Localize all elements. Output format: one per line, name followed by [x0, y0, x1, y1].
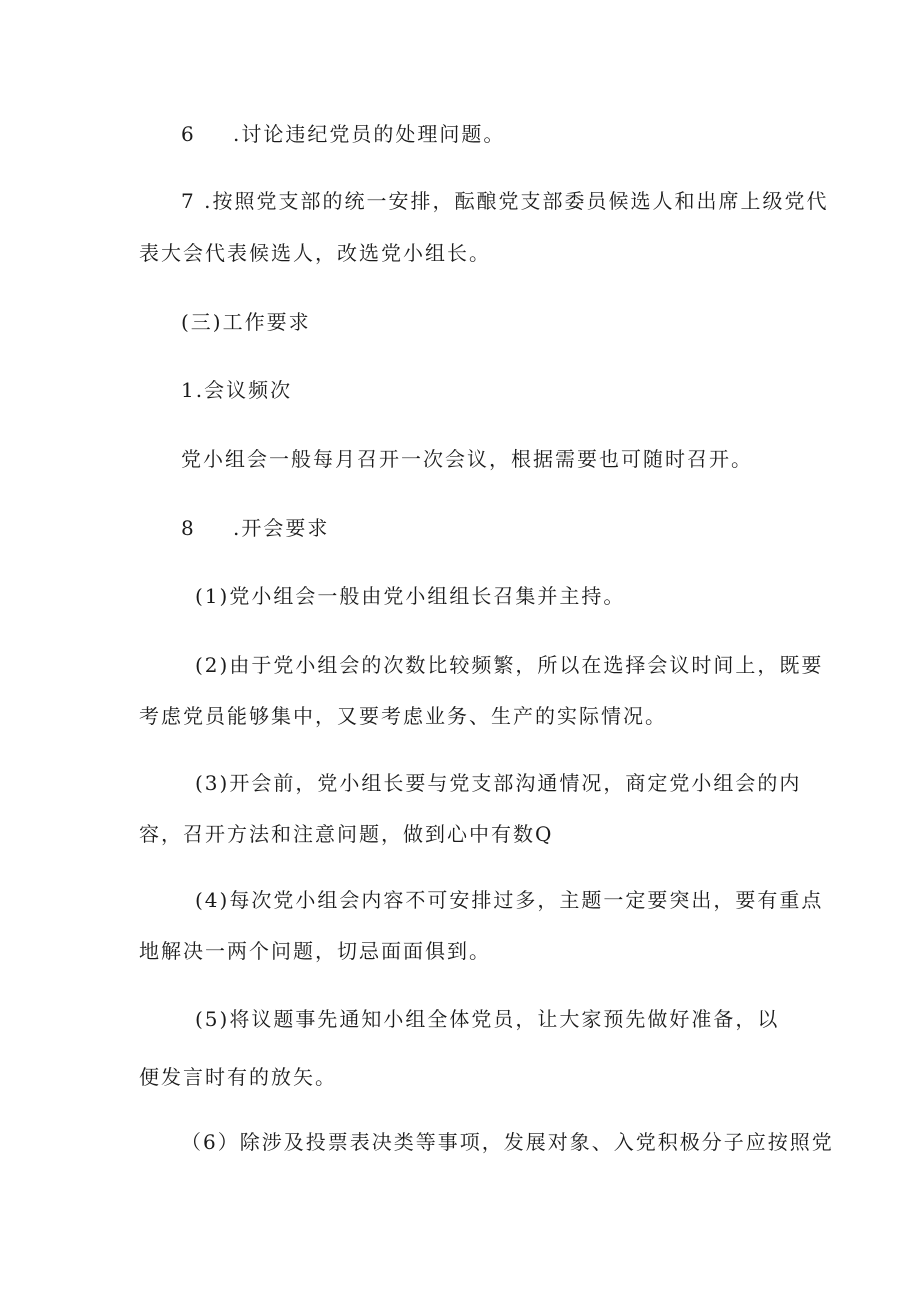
paragraph-requirement-1: (1)党小组会一般由党小组组长召集并主持。	[195, 584, 626, 608]
item-text: .讨论违纪党员的处理问题。	[233, 122, 506, 146]
paragraph-requirement-4-line-1: (4)每次党小组会内容不可安排过多，主题一定要突出，要有重点	[195, 888, 824, 912]
item-number: 6	[181, 122, 196, 146]
subheading-meeting-frequency: 1.会议频次	[181, 378, 293, 402]
paragraph-requirement-3-line-2: 容，召开方法和注意问题，做到心中有数Q	[139, 822, 554, 846]
paragraph-requirement-2-line-1: (2)由于党小组会的次数比较频繁，所以在选择会议时间上，既要	[195, 653, 824, 677]
paragraph-item-7-line-1: 7 .按照党支部的统一安排，酝酿党支部委员候选人和出席上级党代	[181, 189, 829, 213]
paragraph-requirement-6: （6）除涉及投票表决类等事项，发展对象、入党积极分子应按照党	[181, 1130, 834, 1154]
paragraph-item-8	[181, 515, 329, 541]
item-number: 8	[181, 516, 196, 540]
item-text: .开会要求	[233, 516, 330, 540]
paragraph-requirement-5-line-2: 便发言时有的放矢。	[139, 1065, 337, 1089]
paragraph-requirement-2-line-2: 考虑党员能够集中，又要考虑业务、生产的实际情况。	[139, 704, 667, 728]
paragraph-requirement-3-line-1: (3)开会前，党小组长要与党支部沟通情况，商定党小组会的内	[195, 771, 802, 795]
paragraph-requirement-5-line-1: (5)将议题事先通知小组全体党员，让大家预先做好准备，以	[195, 1007, 780, 1031]
section-heading-work-requirements: (三)工作要求	[181, 310, 311, 334]
paragraph-item-6	[181, 121, 505, 147]
paragraph-meeting-frequency: 党小组会一般每月召开一次会议，根据需要也可随时召开。	[181, 447, 753, 471]
paragraph-item-7-line-2: 表大会代表候选人，改选党小组长。	[139, 241, 491, 265]
paragraph-requirement-4-line-2: 地解决一两个问题，切忌面面俱到。	[139, 939, 491, 963]
